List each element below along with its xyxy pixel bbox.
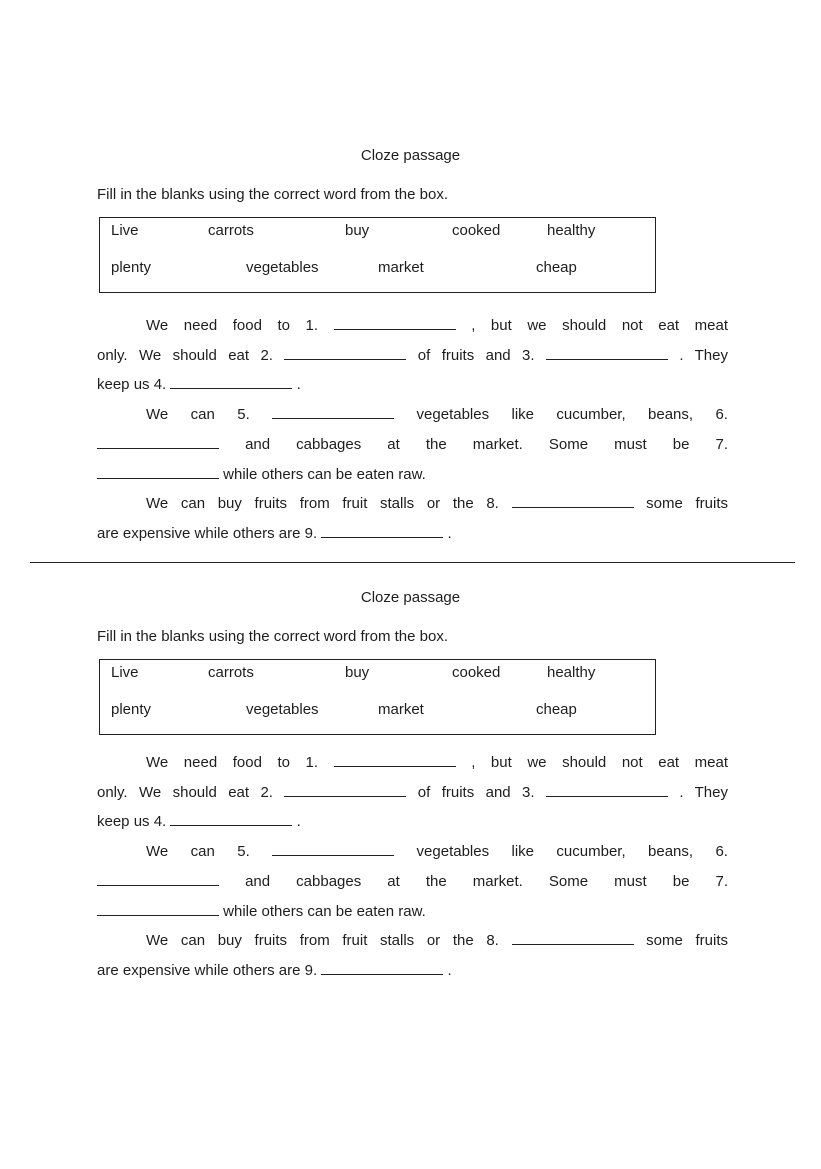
passage-line [97,956,728,986]
passage-text: , but we should not eat meat [471,317,728,334]
answer-blank[interactable] [334,752,456,767]
passage-text: while others can be eaten raw. [223,902,426,920]
passage-line [97,341,728,371]
answer-blank[interactable] [272,404,394,419]
word-cheap: cheap [536,701,577,718]
word-vegetables: vegetables [246,259,319,276]
answer-blank[interactable] [546,345,668,360]
answer-blank[interactable] [512,493,634,508]
passage-text: are expensive while others are 9. [97,961,322,979]
passage-line [97,807,728,837]
passage-text: are expensive while others are 9. [97,524,322,542]
instruction-text: Fill in the blanks using the correct word from the box. [97,186,448,203]
passage-text: We can 5. [146,406,273,424]
answer-blank[interactable] [284,782,406,797]
word-healthy: healthy [547,222,596,239]
passage [97,748,728,986]
word-plenty: plenty [111,259,152,276]
answer-blank[interactable] [546,782,668,797]
word-carrots: carrots [208,664,254,681]
word-healthy: healthy [547,664,596,681]
word-cooked: cooked [452,664,501,681]
worksheet-title: Cloze passage [360,147,461,164]
passage-line [97,489,728,519]
passage [97,311,728,549]
word-vegetables: vegetables [246,701,319,718]
passage-line [97,837,728,867]
word-live: Live [111,664,139,681]
passage-line [97,311,728,341]
word-live: Live [111,222,139,239]
word-box [99,659,656,735]
word-buy: buy [345,222,370,239]
passage-text: of fruits and 3. [417,783,546,801]
passage-line [97,867,728,897]
answer-blank[interactable] [321,960,443,975]
answer-blank[interactable] [284,345,406,360]
passage-text: We can buy fruits from fruit stalls or the 8. [146,495,499,513]
passage-line [97,748,728,778]
worksheet-title: Cloze passage [360,589,461,606]
passage-text: . [296,813,301,831]
passage-text: keep us 4. [97,813,171,831]
passage-text: while others can be eaten raw. [223,465,426,483]
instruction-text: Fill in the blanks using the correct word from the box. [97,628,448,645]
passage-text: some fruits [646,495,728,513]
divider-line [30,562,795,563]
passage-text: We can buy fruits from fruit stalls or the 8. [146,932,499,950]
passage-text: only. We should eat 2. [97,783,285,801]
word-market: market [378,701,424,718]
passage-text: We can 5. [146,843,273,861]
passage-text: only. We should eat 2. [97,346,285,364]
answer-blank[interactable] [334,315,456,330]
word-market: market [378,259,424,276]
passage-text: . [447,524,452,542]
passage-line [97,897,728,927]
word-carrots: carrots [208,222,254,239]
passage-text: and cabbages at the market. Some must be 7. [245,435,728,453]
answer-blank[interactable] [272,841,394,856]
passage-line [97,778,728,808]
word-plenty: plenty [111,701,152,718]
passage-text: some fruits [646,932,728,950]
passage-text: vegetables like cucumber, beans, 6. [416,843,728,861]
passage-text: We need food to 1. [146,754,319,771]
passage-text: . They [679,783,728,801]
word-buy: buy [345,664,370,681]
passage-text: We need food to 1. [146,317,319,334]
passage-text: . They [679,346,728,364]
passage-line [97,926,728,956]
passage-line [97,519,728,549]
answer-blank[interactable] [170,811,292,826]
passage-line [97,460,728,490]
passage-line [97,400,728,430]
answer-blank[interactable] [97,901,219,916]
passage-text: . [447,961,452,979]
passage-text: keep us 4. [97,376,171,394]
passage-line [97,430,728,460]
passage-text: of fruits and 3. [417,346,546,364]
passage-text: vegetables like cucumber, beans, 6. [416,406,728,424]
answer-blank[interactable] [97,464,219,479]
answer-blank[interactable] [97,871,219,886]
answer-blank[interactable] [97,434,219,449]
answer-blank[interactable] [170,374,292,389]
passage-text: and cabbages at the market. Some must be 7. [245,872,728,890]
word-cheap: cheap [536,259,577,276]
answer-blank[interactable] [321,523,443,538]
word-cooked: cooked [452,222,501,239]
answer-blank[interactable] [512,930,634,945]
word-box [99,217,656,293]
passage-text: . [296,376,301,394]
passage-text: , but we should not eat meat [471,754,728,771]
passage-line [97,370,728,400]
